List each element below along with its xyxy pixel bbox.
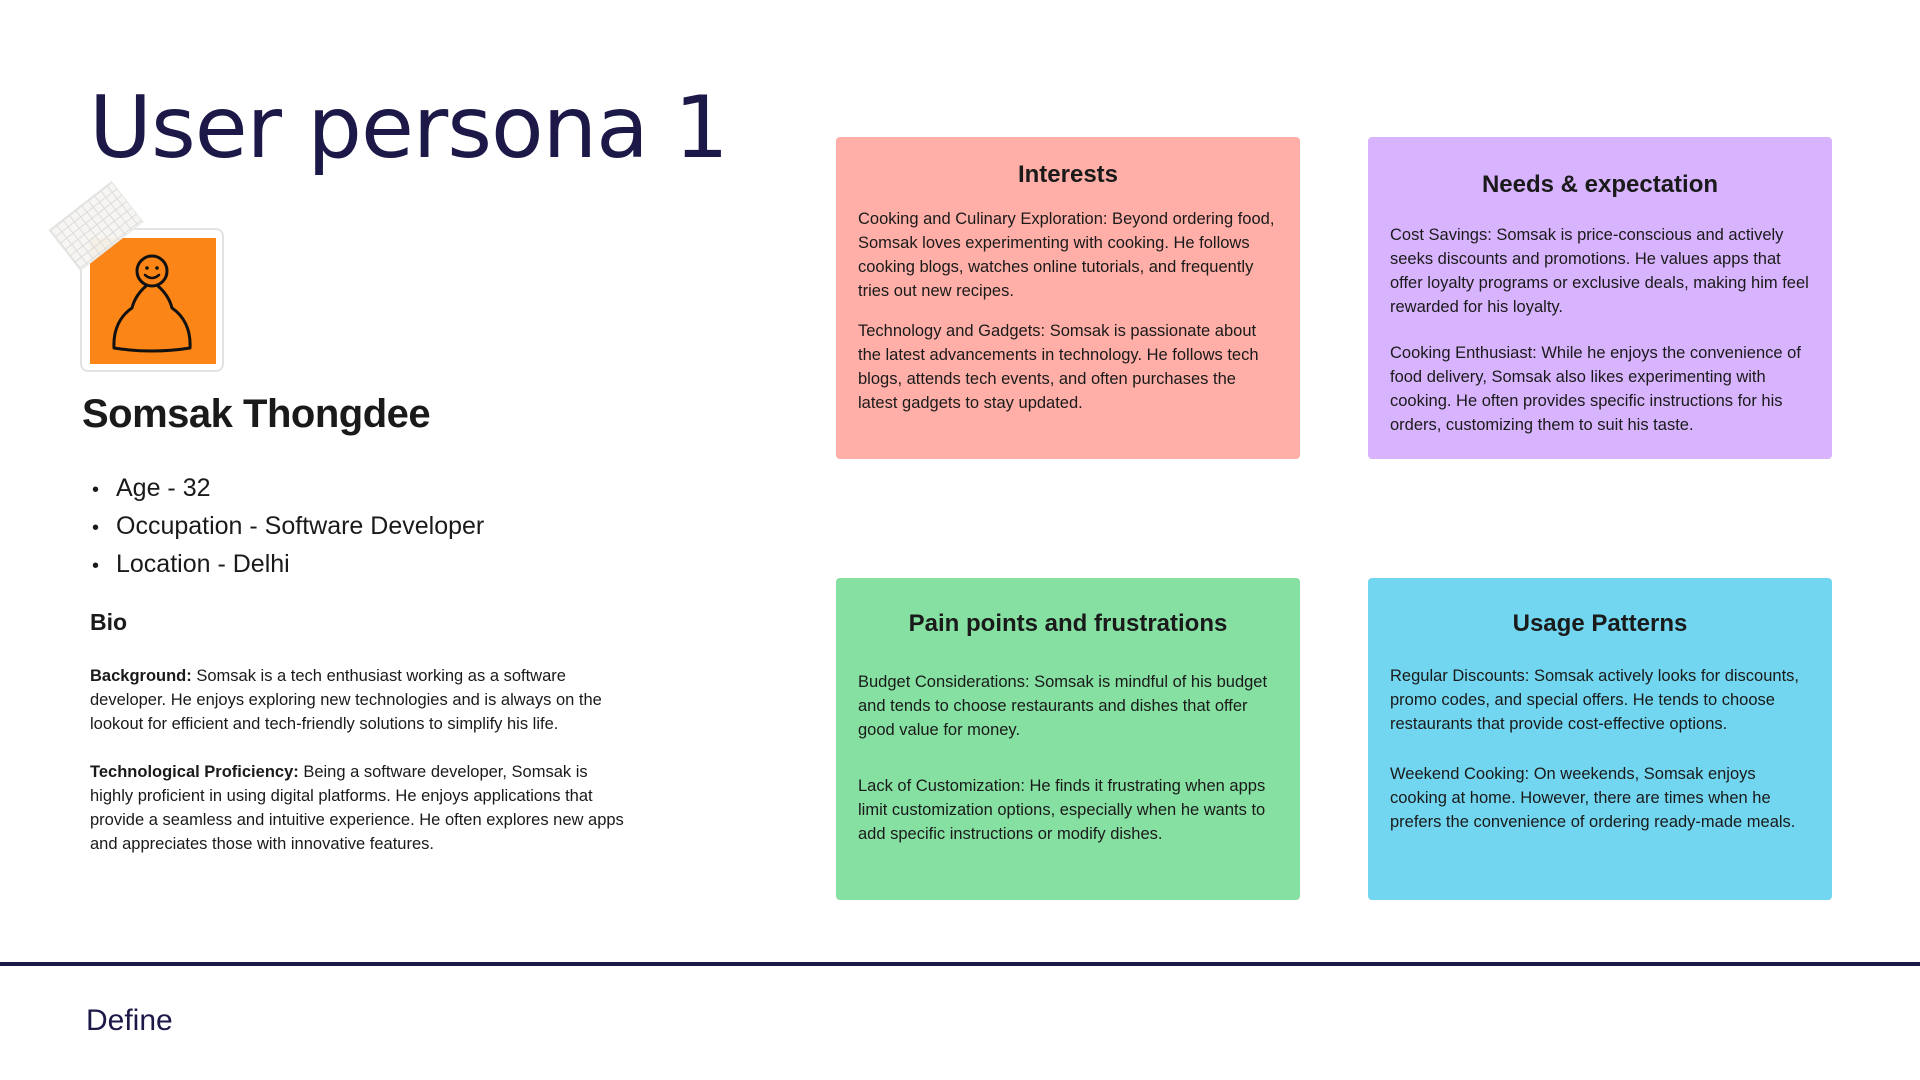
usage-title: Usage Patterns <box>1512 610 1688 637</box>
needs-paragraph: Cost Savings: Somsak is price-conscious and actively seeks discounts and promotions. He values apps that offer loyalty programs or exclusive deals, making him feel rewarded for his loyalty. <box>1390 226 1809 316</box>
footer-section-label: Define <box>86 1004 173 1037</box>
page-title: User persona 1 <box>89 78 728 178</box>
bio-tech-proficiency <box>90 760 630 856</box>
needs-title: Needs & expectation <box>1481 171 1719 198</box>
persona-avatar <box>52 186 230 376</box>
attribute-age: • Age - 32 <box>92 470 484 508</box>
interests-paragraph: Technology and Gadgets: Somsak is passionate about the latest advancements in technology. He follows tech blogs, attends tech events, and often purchases the latest gadgets to stay updated. <box>858 322 1259 412</box>
needs-paragraph: Cooking Enthusiast: While he enjoys the convenience of food delivery, Somsak also likes experimenting with cooking. He often provides specific instructions for his orders, customizing them to suit his taste. <box>1390 344 1801 434</box>
attribute-occupation: • Occupation - Software Developer <box>92 508 484 546</box>
persona-name: Somsak Thongdee <box>82 392 431 436</box>
pain-points-card <box>836 578 1300 900</box>
avatar-background <box>90 238 216 364</box>
bio-section <box>90 664 630 880</box>
interests-card <box>836 137 1300 459</box>
usage-patterns-card <box>1368 578 1832 900</box>
needs-expectation-card <box>1368 137 1832 459</box>
pain-title: Pain points and frustrations <box>908 610 1228 637</box>
bio-background <box>90 664 630 736</box>
bio-heading: Bio <box>90 609 128 635</box>
bio-background-text: Somsak is a tech enthusiast working as a software developer. He enjoys exploring new technologies and is always on the lookout for efficient and tech-friendly solutions to simplify his life. <box>90 667 602 733</box>
footer-divider <box>0 962 1920 966</box>
usage-paragraph: Weekend Cooking: On weekends, Somsak enjoys cooking at home. However, there are times when he prefers the convenience of ordering ready-made meals. <box>1390 765 1796 831</box>
person-doodle-icon <box>90 238 216 364</box>
bio-tech-proficiency-text: Being a software developer, Somsak is highly proficient in using digital platforms. He enjoys applications that provide a seamless and intuitive experience. He often explores new apps and appreciates those with innovative features. <box>90 763 624 853</box>
pain-paragraph: Lack of Customization: He finds it frustrating when apps limit customization options, especially when he wants to add specific instructions or modify dishes. <box>858 777 1266 843</box>
pain-paragraph: Budget Considerations: Somsak is mindful of his budget and tends to choose restaurants and dishes that offer good value for money. <box>858 673 1268 739</box>
attribute-location: • Location - Delhi <box>92 546 484 584</box>
persona-attributes <box>92 470 484 584</box>
bio-tech-proficiency-label: Technological Proficiency: <box>90 763 299 781</box>
interests-title: Interests <box>1017 161 1119 188</box>
bio-background-label: Background: <box>90 667 192 685</box>
interests-paragraph: Cooking and Culinary Exploration: Beyond ordering food, Somsak loves experimenting with cooking. He follows cooking blogs, watches online tutorials, and frequently tries out new recipes. <box>858 210 1275 300</box>
usage-paragraph: Regular Discounts: Somsak actively looks for discounts, promo codes, and special offers. He tends to choose restaurants that provide cost-effective options. <box>1390 667 1800 733</box>
